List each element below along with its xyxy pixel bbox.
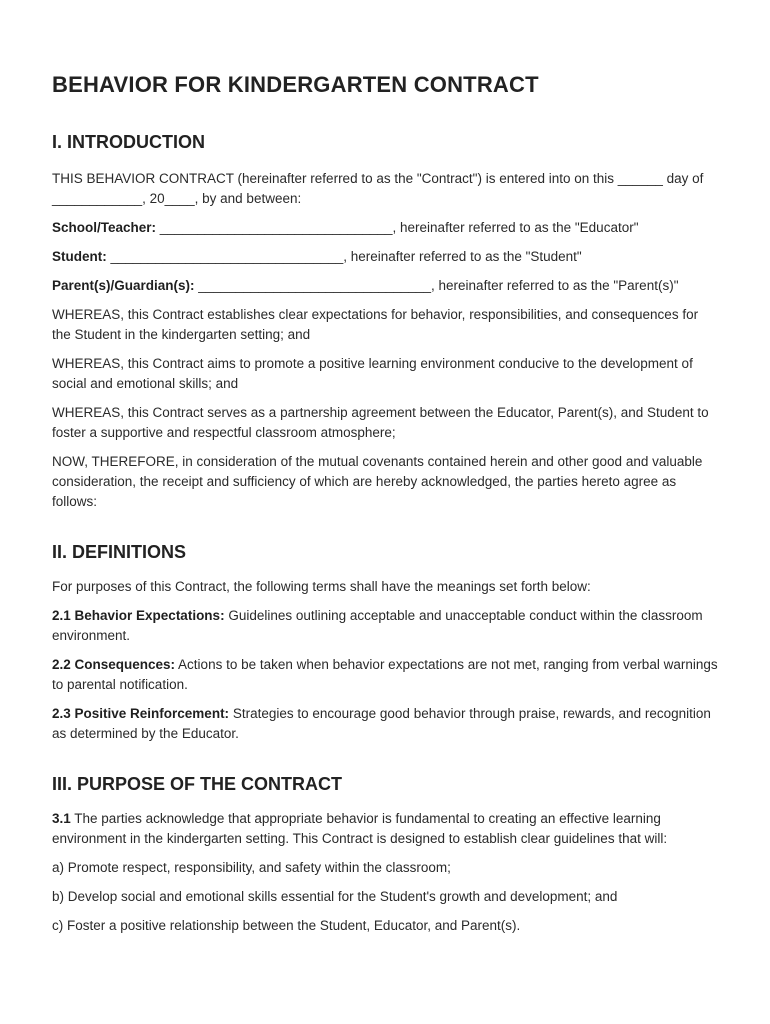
definition-text: Strategies to encourage good behavior through praise, rewards, and recognition as determined by the Educator. <box>52 706 711 741</box>
definitions-lead: For purposes of this Contract, the following terms shall have the meanings set forth below: <box>52 579 591 594</box>
party-school-teacher <box>52 218 718 238</box>
whereas-paragraph: WHEREAS, this Contract establishes clear expectations for behavior, responsibilities, and consequences for the Student in the kindergarten setting; and <box>52 307 699 342</box>
whereas-paragraph: WHEREAS, this Contract aims to promote a positive learning environment conducive to the development of social and emotional skills; and <box>52 356 693 391</box>
clause-text: The parties acknowledge that appropriate behavior is fundamental to creating an effective learning environment in the kindergarten setting. This Contract is designed to establish clear guidelines that will: <box>52 811 668 846</box>
party-text: _______________________________, hereinafter referred to as the "Student" <box>106 249 582 264</box>
party-label: School/Teacher: <box>52 220 157 235</box>
now-therefore-paragraph: NOW, THEREFORE, in consideration of the mutual covenants contained herein and other good and valuable consideration, the receipt and sufficiency of which are hereby acknowledged, the parties hereto agree as follows: <box>52 454 703 509</box>
section-purpose <box>52 774 718 936</box>
party-student <box>52 247 718 267</box>
purpose-list-item: b) Develop social and emotional skills essential for the Student's growth and development; and <box>52 889 618 904</box>
purpose-paragraph <box>52 809 718 849</box>
clause-number: 3.1 <box>52 811 71 826</box>
document-title: BEHAVIOR FOR KINDERGARTEN CONTRACT <box>52 72 539 97</box>
party-label: Parent(s)/Guardian(s): <box>52 278 195 293</box>
whereas-paragraph: WHEREAS, this Contract serves as a partnership agreement between the Educator, Parent(s), and Student to foster a supportive and respectful classroom atmosphere; <box>52 405 709 440</box>
section-introduction <box>52 132 718 512</box>
definition-text: Guidelines outlining acceptable and unacceptable conduct within the classroom environment. <box>52 608 703 643</box>
section-heading-purpose: III. PURPOSE OF THE CONTRACT <box>52 774 343 794</box>
opening-paragraph: THIS BEHAVIOR CONTRACT (hereinafter referred to as the "Contract") is entered into on this ______ day of ____________, 20____, by and between: <box>52 171 704 206</box>
definition-term: 2.3 Positive Reinforcement: <box>52 706 230 721</box>
definition-term: 2.1 Behavior Expectations: <box>52 608 225 623</box>
section-heading-definitions: II. DEFINITIONS <box>52 542 187 562</box>
party-text: _______________________________, hereinafter referred to as the "Educator" <box>156 220 639 235</box>
definition-item <box>52 655 718 695</box>
definition-item <box>52 704 718 744</box>
party-label: Student: <box>52 249 107 264</box>
party-text: _______________________________, hereinafter referred to as the "Parent(s)" <box>194 278 679 293</box>
purpose-list-item: c) Foster a positive relationship between the Student, Educator, and Parent(s). <box>52 918 521 933</box>
section-heading-introduction: I. INTRODUCTION <box>52 132 205 152</box>
party-parent-guardian <box>52 276 718 296</box>
section-definitions <box>52 542 718 744</box>
definition-text: Actions to be taken when behavior expectations are not met, ranging from verbal warnings to parental notification. <box>52 657 718 692</box>
definition-item <box>52 606 718 646</box>
definition-term: 2.2 Consequences: <box>52 657 176 672</box>
purpose-list-item: a) Promote respect, responsibility, and safety within the classroom; <box>52 860 451 875</box>
